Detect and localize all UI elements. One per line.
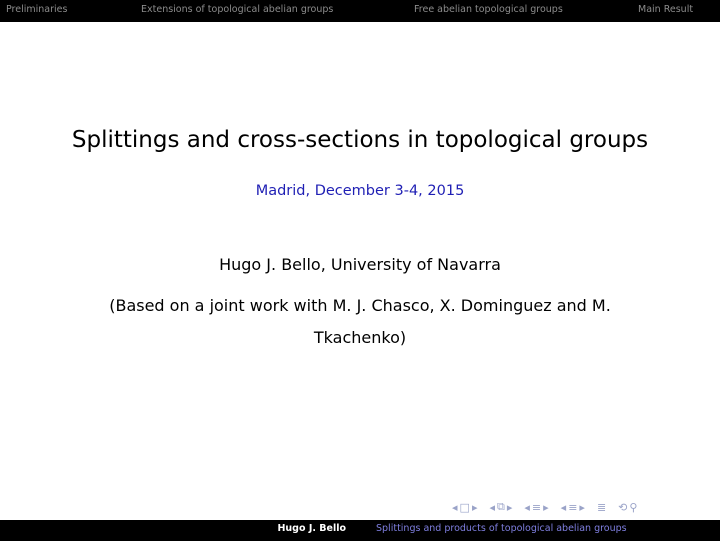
frame-icon[interactable]: ▸ — [471, 500, 478, 514]
next-subsection-icon[interactable]: ▸ — [543, 500, 549, 514]
slide-author: Hugo J. Bello, University of Navarra — [219, 255, 501, 274]
beamer-navigation-symbols — [452, 500, 637, 514]
prev-section-icon[interactable]: ◂ — [489, 500, 495, 514]
prev-subsection-icon[interactable]: ◂ — [524, 500, 530, 514]
zoom-icon[interactable]: ⚲ — [629, 500, 638, 514]
footer-bar — [0, 520, 720, 541]
slide-date: Madrid, December 3-4, 2015 — [255, 183, 465, 199]
prev-subsubsection-icon[interactable]: ◂ — [560, 500, 567, 514]
nav-item-extensions[interactable]: Extensions of topological abelian groups — [141, 4, 334, 15]
prev-frame-icon[interactable]: □ — [459, 500, 470, 514]
nav-item-main-result[interactable]: Main Result — [638, 4, 694, 15]
first-frame-icon[interactable]: ◂ — [452, 500, 458, 514]
footer-title: Splittings and products of topological abelian groups — [376, 523, 627, 534]
slide-title: Splittings and cross-sections in topological groups — [71, 127, 649, 153]
header-navigation-bar — [0, 0, 720, 22]
next-section-icon[interactable]: ▸ — [506, 500, 513, 514]
align-icon[interactable]: ≣ — [596, 500, 607, 514]
subsubsection-icon[interactable]: ≡ — [568, 500, 578, 514]
nav-item-free-abelian-groups[interactable]: Free abelian topological groups — [414, 4, 563, 15]
subsection-icon[interactable]: ≡ — [531, 500, 542, 514]
section-icon[interactable]: ⧉ — [497, 500, 505, 513]
footer-author: Hugo J. Bello — [277, 523, 346, 534]
slide-note: (Based on a joint work with M. J. Chasco, X. Dominguez and M. Tkachenko) — [109, 296, 611, 347]
nav-item-preliminaries[interactable]: Preliminaries — [6, 4, 68, 15]
next-subsubsection-icon[interactable]: ▸ — [579, 500, 585, 514]
search-icon[interactable]: ⟲ — [618, 500, 628, 514]
